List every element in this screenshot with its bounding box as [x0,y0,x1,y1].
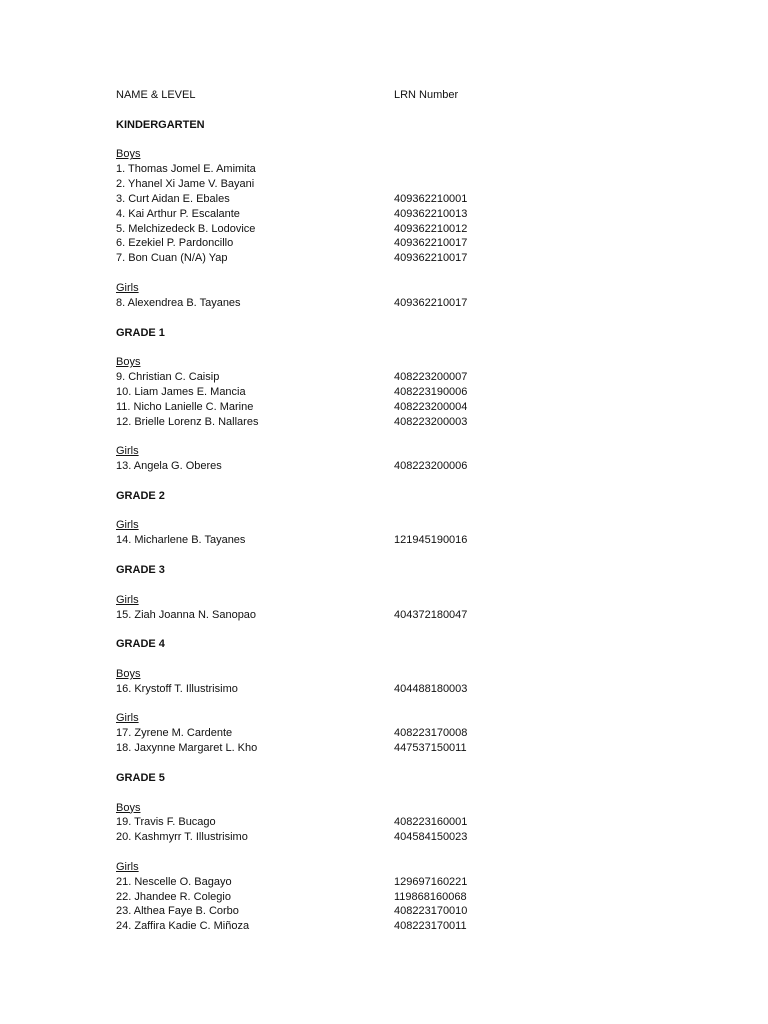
level-title: GRADE 3 [116,564,165,576]
group-label-row [116,711,676,726]
group-label-row [116,518,676,533]
list-item [116,608,676,623]
list-item [116,726,676,741]
student-lrn: 121945190016 [394,534,468,547]
student-lrn: 409362210012 [394,222,468,235]
student-lrn: 404584150023 [394,831,468,844]
student-lrn: 409362210001 [394,192,468,205]
name-level-header: NAME & LEVEL [116,89,196,101]
level-title-row [116,771,676,786]
student-name: 5. Melchizedeck B. Lodovice [116,222,256,235]
spacer [116,934,676,949]
level-title: GRADE 5 [116,771,165,784]
group-label-row [116,355,676,370]
list-item [116,815,676,830]
group-label: Girls [116,281,139,294]
list-item [116,162,676,177]
level-title-row [116,326,676,341]
student-name: 14. Micharlene B. Tayanes [116,534,246,547]
student-name: 4. Kai Arthur P. Escalante [116,207,240,220]
spacer [116,340,676,355]
list-item [116,370,676,385]
level-title: GRADE 4 [116,638,165,651]
student-name: 20. Kashmyrr T. Illustrisimo [116,831,248,844]
student-name: 6. Ezekiel P. Pardoncillo [116,237,234,250]
group-label-row [116,667,676,682]
student-lrn [394,162,554,177]
list-item [116,385,676,400]
student-name: 11. Nicho Lanielle C. Marine [116,400,254,413]
spacer [116,652,676,667]
spacer [116,756,676,771]
spacer [116,578,676,593]
student-lrn: 409362210017 [394,296,468,309]
group-label: Boys [116,801,141,814]
student-name: 10. Liam James E. Mancia [116,385,246,398]
list-item [116,682,676,697]
group-label-row [116,444,676,459]
student-lrn: 409362210017 [394,237,468,250]
spacer [116,429,676,444]
student-name: 15. Ziah Joanna N. Sanopao [116,608,257,621]
group-label-row [116,593,676,608]
level-title-row [116,563,676,578]
list-item [116,890,676,905]
group-label-row [116,801,676,816]
student-name: 7. Bon Cuan (N/A) Yap [116,252,228,265]
group-label-row [116,281,676,296]
student-name: 13. Angela G. Oberes [116,460,222,473]
list-item [116,459,676,474]
spacer [116,103,676,118]
student-lrn: 447537150011 [394,742,467,755]
list-item [116,533,676,548]
spacer [116,845,676,860]
group-label: Boys [116,148,141,161]
group-label: Boys [116,667,141,680]
student-lrn: 404372180047 [394,608,468,621]
list-item [116,875,676,890]
level-title: GRADE 2 [116,489,165,502]
group-label: Girls [116,445,139,458]
student-list-sheet [116,88,676,949]
student-name: 12. Brielle Lorenz B. Nallares [116,415,259,428]
group-label: Girls [116,519,139,532]
group-label: Boys [116,356,141,369]
group-label: Girls [116,593,139,606]
list-item [116,830,676,845]
spacer [116,504,676,519]
student-lrn: 409362210017 [394,252,468,265]
student-name: 16. Krystoff T. Illustrisimo [116,682,238,695]
student-lrn: 129697160221 [394,875,468,888]
student-name: 1. Thomas Jomel E. Amimita [116,163,256,176]
list-item [116,904,676,919]
student-name: 23. Althea Faye B. Corbo [116,905,239,918]
student-lrn: 409362210013 [394,207,468,220]
student-name: 2. Yhanel Xi Jame V. Bayani [116,178,255,191]
student-lrn [394,177,554,192]
level-title-row [116,118,676,133]
group-label-row [116,860,676,875]
level-title-row [116,637,676,652]
list-item [116,207,676,222]
level-title: KINDERGARTEN [116,118,205,131]
student-name: 22. Jhandee R. Colegio [116,890,231,903]
spacer [116,786,676,801]
student-lrn: 408223200003 [394,415,468,428]
student-name: 18. Jaxynne Margaret L. Kho [116,742,258,755]
header-row [116,88,676,103]
student-lrn: 404488180003 [394,682,468,695]
student-lrn: 119868160068 [394,890,467,903]
student-name: 19. Travis F. Bucago [116,816,216,829]
student-name: 8. Alexendrea B. Tayanes [116,296,241,309]
student-name: 3. Curt Aidan E. Ebales [116,192,230,205]
student-name: 21. Nescelle O. Bagayo [116,875,232,888]
list-item [116,415,676,430]
spacer [116,697,676,712]
student-lrn: 408223200007 [394,371,468,384]
list-item [116,177,676,192]
list-item [116,400,676,415]
student-lrn: 408223170011 [394,920,467,933]
spacer [116,548,676,563]
list-item [116,236,676,251]
spacer [116,474,676,489]
group-label: Girls [116,860,139,873]
list-item [116,296,676,311]
student-name: 17. Zyrene M. Cardente [116,727,233,740]
spacer [116,311,676,326]
student-lrn: 408223170008 [394,727,468,740]
student-lrn: 408223200004 [394,400,468,413]
spacer [116,133,676,148]
group-label: Girls [116,712,139,725]
student-name: 9. Christian C. Caisip [116,371,220,384]
group-label-row [116,147,676,162]
lrn-header: LRN Number [394,89,459,101]
student-lrn: 408223190006 [394,385,468,398]
list-item [116,251,676,266]
list-item [116,919,676,934]
list-item [116,192,676,207]
spacer [116,266,676,281]
student-lrn: 408223200006 [394,460,468,473]
student-name: 24. Zaffira Kadie C. Miñoza [116,920,250,933]
level-title: GRADE 1 [116,326,165,339]
level-title-row [116,489,676,504]
student-lrn: 408223160001 [394,816,468,829]
list-item [116,222,676,237]
list-item [116,741,676,756]
spacer [116,622,676,637]
student-lrn: 408223170010 [394,905,468,918]
